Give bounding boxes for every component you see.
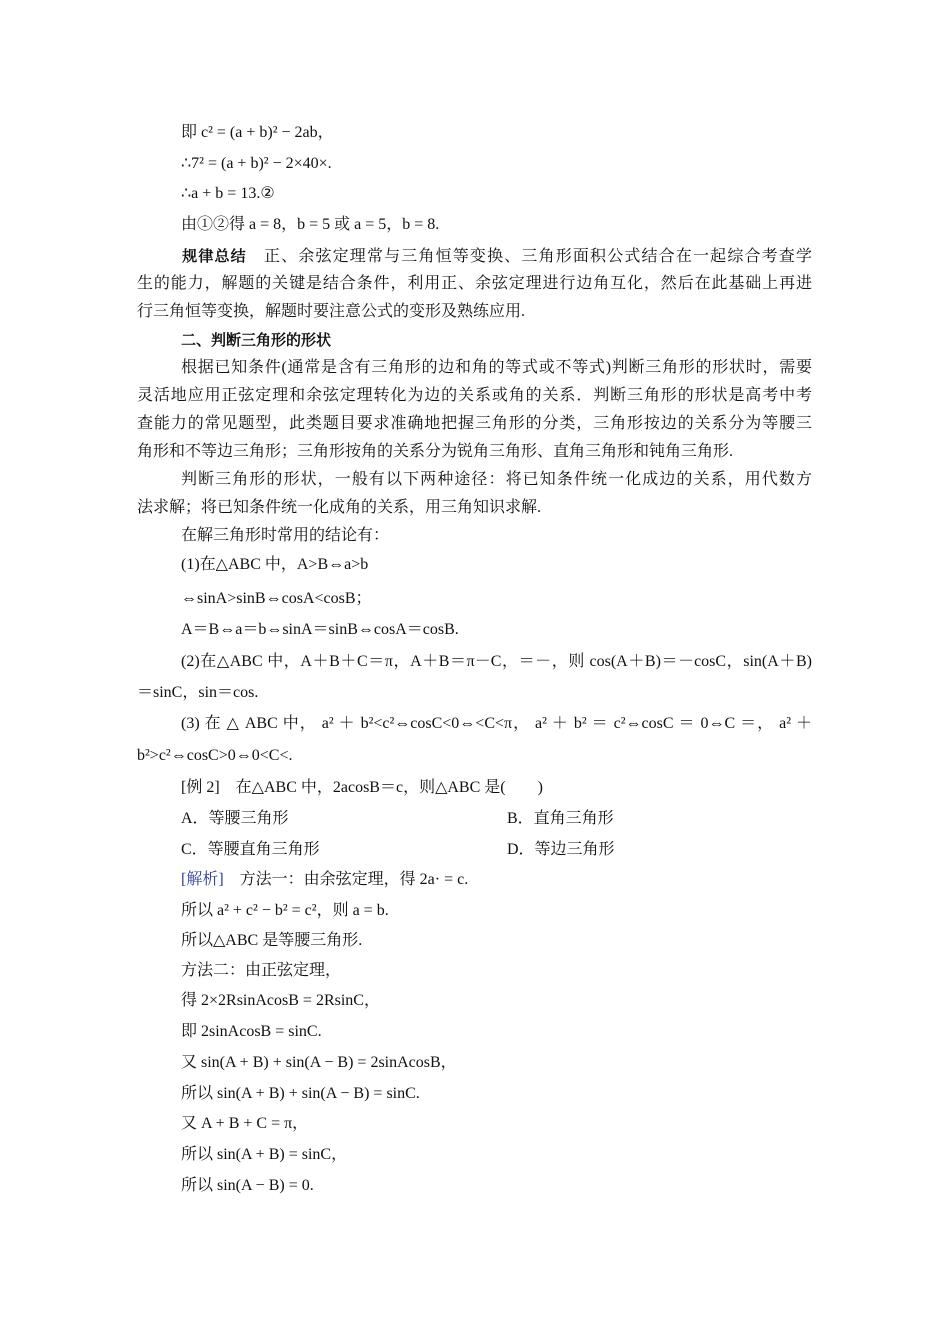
summary-line-1 (137, 245, 812, 268)
conclusion1-line-2: ⇔sinA>sinB⇔cosA<cosB； (181, 590, 372, 607)
summary-line-3: 行三角恒等变换，解题时要注意公式的变形及熟练应用. (137, 303, 526, 320)
solution-line-5: 即 2sinAcosB = sinC. (181, 1023, 322, 1040)
para2-line-2: 法求解；将已知条件统一化成角的关系，用三角知识求解. (137, 499, 542, 516)
summary-text-1: 正、余弦定理常与三角恒等变换、三角形面积公式结合在一起综合考查学 (263, 248, 812, 265)
summary-title: 规律总结 (181, 247, 247, 265)
conclusion3-line-2: b²>c²⇔cosC>0⇔0<C<. (137, 747, 293, 764)
section-title: 二、判断三角形的形状 (181, 331, 332, 349)
example-question: [例 2] 在△ABC 中，2acosB＝c，则△ABC 是( ) (181, 779, 543, 796)
conclusion1-line-3: A＝B⇔a＝b⇔sinA＝sinB⇔cosA＝cosB. (181, 621, 459, 638)
solution-line-4: 得 2×2RsinAcosB = 2RsinC， (181, 992, 380, 1009)
eq-line-1: 即 c² = (a + b)² − 2ab， (181, 124, 334, 141)
conclusion2-line-1: (2)在△ABC 中，A＋B＋C＝π，A＋B＝π－C，＝－，则 cos(A＋B)＝－cosC，sin(A＋B) (181, 653, 812, 670)
analysis-text: 方法一：由余弦定理，得 2a· = c. (223, 871, 469, 888)
eq-line-3: ∴a + b = 13.② (181, 185, 275, 202)
conclusion1-line-1: (1)在△ABC 中，A>B⇔a>b (181, 556, 369, 573)
conclusion3-line-1: (3) 在 △ ABC 中， a² ＋ b²<c²⇔cosC<0⇔<C<π， a² ＋ b² ＝ c²⇔cosC ＝ 0⇔C ＝， a² ＋ (181, 715, 812, 732)
solution-line-2: 所以△ABC 是等腰三角形. (181, 932, 363, 949)
solution-line-3: 方法二：由正弦定理， (181, 962, 342, 979)
summary-line-2: 生的能力，解题的关键是结合条件，利用正、余弦定理进行边角互化，然后在此基础上再进 (137, 275, 812, 292)
solution-line-8: 又 A + B + C = π， (181, 1115, 309, 1132)
solution-line-9: 所以 sin(A + B) = sinC， (181, 1146, 348, 1163)
solution-line-6: 又 sin(A + B) + sin(A − B) = 2sinAcosB， (181, 1054, 457, 1071)
option-d: D．等边三角形 (507, 841, 615, 858)
para1-line-1: 根据已知条件(通常是含有三角形的边和角的等式或不等式)判断三角形的形状时，需要 (181, 359, 812, 376)
para1-line-4: 角形和不等边三角形；三角形按角的关系分为锐角三角形、直角三角形和钝角三角形. (137, 443, 734, 460)
para2-line-1: 判断三角形的形状，一般有以下两种途径：将已知条件统一化成边的关系，用代数方 (181, 471, 812, 488)
option-b: B．直角三角形 (507, 810, 614, 827)
analysis-line-1 (181, 869, 468, 891)
para1-line-3: 查能力的常见题型，此类题目要求准确地把握三角形的分类，三角形按边的关系分为等腰三 (137, 415, 812, 432)
conclusion2-line-2: ＝sinC，sin＝cos. (137, 684, 259, 701)
solution-line-7: 所以 sin(A + B) + sin(A − B) = sinC. (181, 1085, 420, 1102)
eq-line-4: 由①②得 a = 8，b = 5 或 a = 5，b = 8. (181, 216, 440, 233)
para3: 在解三角形时常用的结论有： (181, 527, 390, 544)
option-c: C．等腰直角三角形 (181, 841, 320, 858)
solution-line-10: 所以 sin(A − B) = 0. (181, 1177, 314, 1194)
eq-line-2: ∴7² = (a + b)² − 2×40×. (181, 155, 332, 172)
analysis-tag: [解析] (181, 871, 224, 888)
option-a: A．等腰三角形 (181, 810, 289, 827)
solution-line-1: 所以 a² + c² − b² = c²，则 a = b. (181, 902, 389, 919)
para1-line-2: 灵活地应用正弦定理和余弦定理转化为边的关系或角的关系．判断三角形的形状是高考中考 (137, 387, 812, 404)
